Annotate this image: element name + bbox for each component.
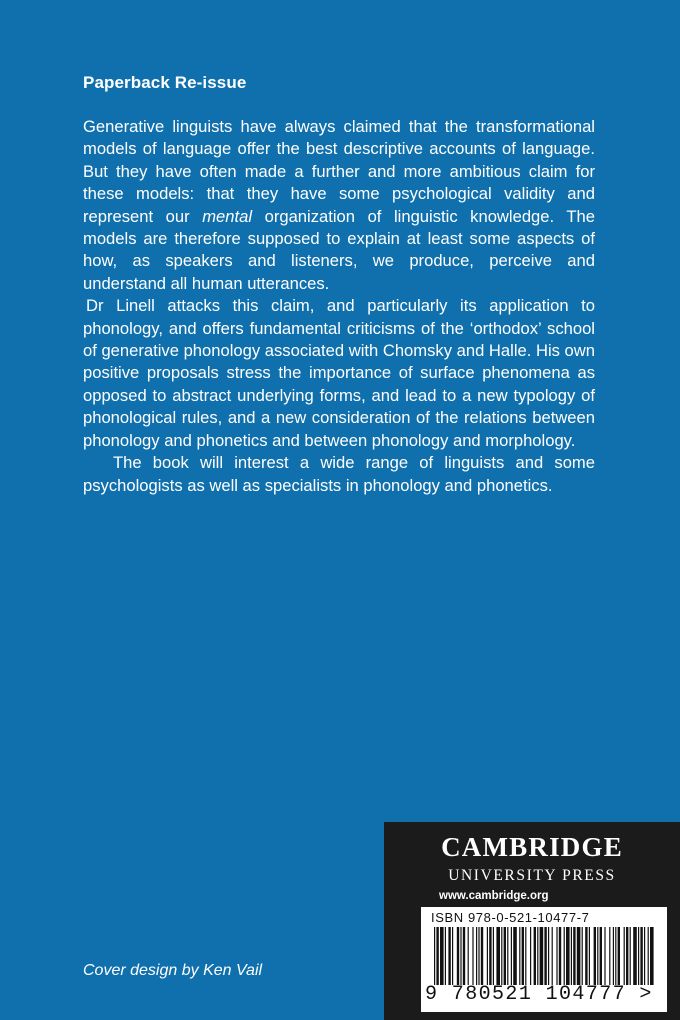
barcode-bar	[460, 927, 461, 985]
barcode-bar	[452, 927, 453, 985]
barcode-bar	[519, 927, 520, 985]
publisher-website: www.cambridge.org	[439, 890, 549, 902]
barcode-bar	[626, 927, 628, 985]
barcode-bar	[487, 927, 488, 985]
barcode-bar	[589, 927, 590, 985]
barcode-bar	[566, 927, 570, 985]
barcode-bar	[534, 927, 536, 985]
publisher-logo-subtitle: UNIVERSITY PRESS	[448, 867, 616, 884]
publisher-panel	[384, 822, 680, 1020]
barcode-bar	[463, 927, 465, 985]
barcode-bar	[556, 927, 557, 985]
barcode-bar	[434, 927, 435, 985]
barcode-bar	[564, 927, 565, 985]
barcode-bar	[513, 927, 517, 985]
barcode-bar	[624, 927, 625, 985]
barcode-bars	[434, 927, 656, 985]
barcode-bar	[525, 927, 526, 985]
barcode-bar	[507, 927, 508, 985]
barcode-bar	[577, 927, 581, 985]
blurb-paragraph-3: The book will interest a wide range of linguists and some psychologists as well as specialists in phonology and phonetics.	[83, 453, 595, 495]
barcode-bar	[522, 927, 524, 985]
barcode-bar	[585, 927, 587, 985]
blurb-p1-end: organization of linguistic knowledge. The models are therefore supposed to explain at least some aspects of how, as speakers and listeners, we produce, perceive and understand all human utterances.	[83, 206, 595, 293]
barcode-bar	[496, 927, 500, 985]
barcode-bar	[478, 927, 479, 985]
barcode-bar	[597, 927, 598, 985]
blurb-p1-emphasis: mental	[202, 206, 253, 226]
publisher-logo-name: CAMBRIDGE	[441, 832, 623, 862]
barcode-bar	[571, 927, 572, 985]
barcode-bar	[648, 927, 649, 985]
barcode-bar	[504, 927, 506, 985]
barcode-bar	[537, 927, 538, 985]
barcode-bar	[615, 927, 616, 985]
barcode-bar	[594, 927, 596, 985]
barcode-bar	[609, 927, 610, 985]
barcode-bar	[440, 927, 444, 985]
barcode-bar	[489, 927, 491, 985]
barcode-bar	[573, 927, 575, 985]
barcode-digits: 9 780521 104777 >	[425, 983, 653, 1006]
barcode-bar	[472, 927, 473, 985]
barcode-bar	[613, 927, 614, 985]
barcode-bar	[650, 927, 654, 985]
barcode-bar	[448, 927, 450, 985]
barcode-bar	[582, 927, 583, 985]
barcode-bar	[501, 927, 502, 985]
barcode-bar	[436, 927, 438, 985]
barcode-bar	[600, 927, 602, 985]
isbn-barcode	[421, 907, 667, 1012]
barcode-bar	[548, 927, 549, 985]
barcode-bar	[511, 927, 512, 985]
barcode-bar	[618, 927, 620, 985]
barcode-bar	[604, 927, 605, 985]
barcode-bar	[476, 927, 477, 985]
reissue-heading: Paperback Re-issue	[83, 73, 247, 92]
blurb-paragraph-2: Dr Linell attacks this claim, and particularly its application to phonology, and offers fundamental criticisms of the ‘orthodox’ school of generative phonology associated with Chomsky and Halle. His own positive proposals stress the importance of surface phenomena as opposed to abstract underlying forms, and lead to a new typology of phonological rules, and a new consideration of the relations between phonology and phonetics and between phonology and morphology.	[83, 296, 595, 450]
barcode-bar	[544, 927, 546, 985]
barcode-bar	[530, 927, 531, 985]
barcode-bar	[638, 927, 639, 985]
barcode-bar	[552, 927, 553, 985]
blurb-p1-start: Generative linguists have always claimed that the transformational models of language offer the best descriptive accounts of language. But they have often made a further and more ambitious claim for these models: that they have some psychological validity and represent our	[83, 117, 595, 226]
barcode-bar	[445, 927, 446, 985]
barcode-bar	[457, 927, 459, 985]
book-blurb	[83, 116, 595, 497]
barcode-bar	[630, 927, 631, 985]
isbn-label: ISBN 978-0-521-10477-7	[431, 910, 590, 925]
cover-design-credit: Cover design by Ken Vail	[83, 962, 263, 979]
barcode-bar	[481, 927, 483, 985]
barcode-bar	[559, 927, 561, 985]
barcode-bar	[644, 927, 645, 985]
barcode-bar	[493, 927, 494, 985]
barcode-bar	[468, 927, 469, 985]
barcode-bar	[633, 927, 637, 985]
barcode-bar	[540, 927, 544, 985]
blurb-paragraph-1	[83, 116, 595, 295]
barcode-bar	[640, 927, 642, 985]
